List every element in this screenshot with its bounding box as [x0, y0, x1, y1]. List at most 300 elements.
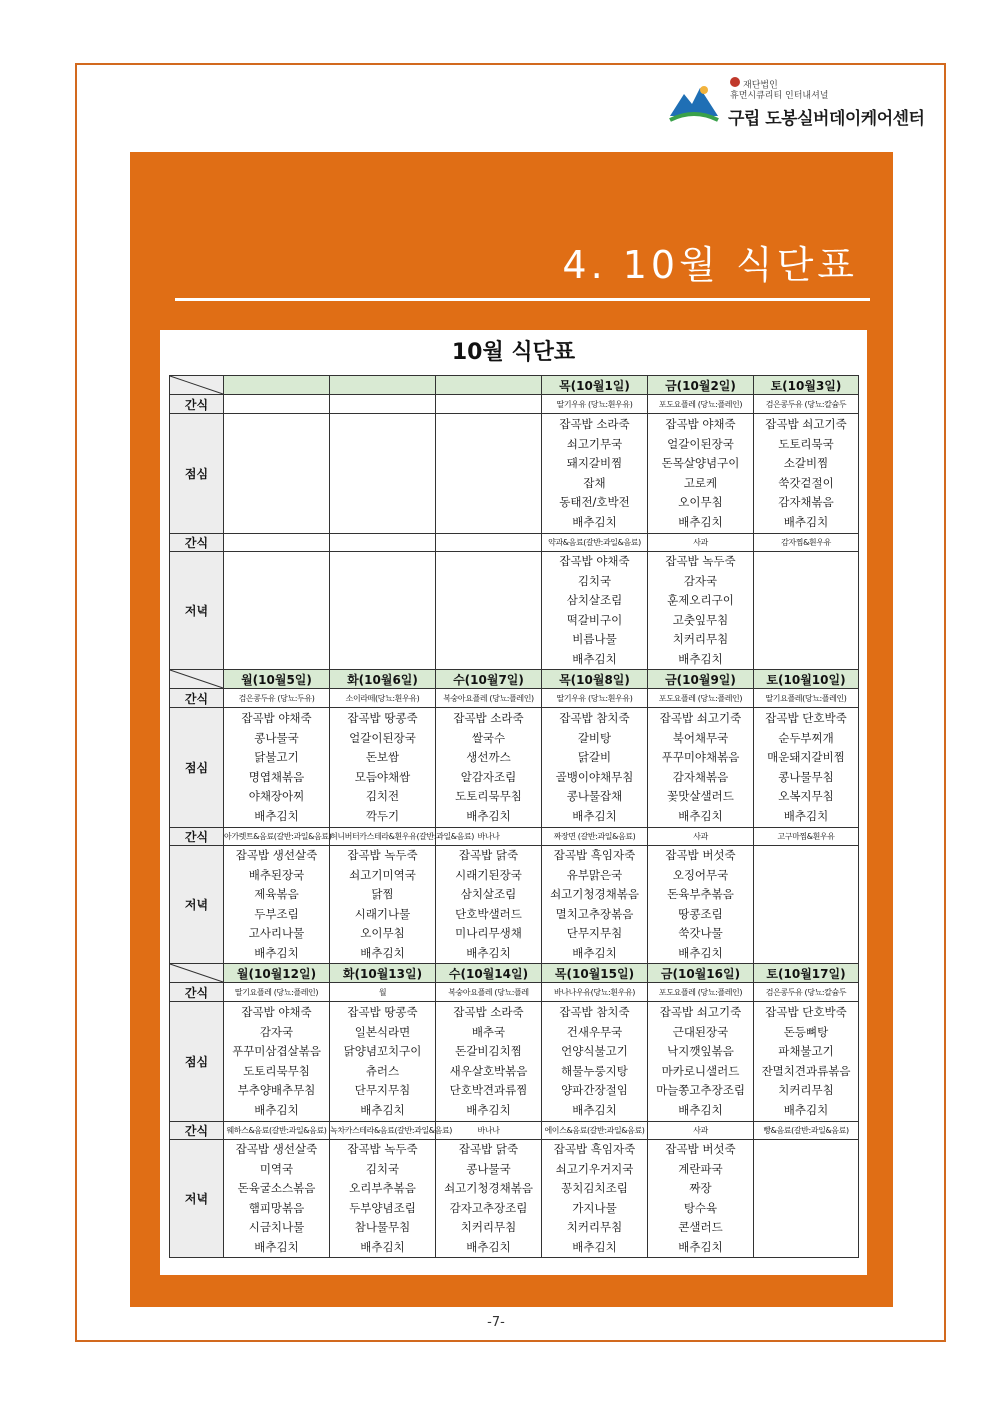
- dish-item: 닭갈비: [577, 750, 612, 764]
- snack-cell: [436, 534, 542, 552]
- dish-item: 콩나물잡채: [566, 789, 623, 803]
- snack-cell: [330, 395, 436, 414]
- snack-cell: 검은콩두유 (당뇨:칼슘두: [754, 983, 859, 1002]
- day-header: 토(10월10일): [754, 670, 859, 689]
- dish-item: 낙지깻잎볶음: [667, 1044, 734, 1058]
- dish-item: 콩나물국: [466, 1161, 511, 1176]
- lunch-row: [170, 708, 859, 828]
- dish-item: 야채장아찌: [248, 789, 305, 803]
- snack-cell: [436, 395, 542, 414]
- dish-item: 푸꾸미야채볶음: [661, 750, 740, 764]
- dish-item: 배추김치: [466, 1102, 511, 1117]
- dish-item: 감자채볶음: [778, 495, 834, 509]
- snack-cell: 바나나: [436, 1122, 542, 1140]
- snack-cell: 사과: [648, 828, 754, 846]
- dish-item: 잡곡밥 닭죽: [458, 848, 519, 862]
- dish-item: 잡곡밥 소라죽: [453, 1005, 524, 1019]
- dish-item: 배추김치: [360, 945, 405, 960]
- dish-item: 탕수육: [683, 1200, 718, 1215]
- dish-item: 잡곡밥 소라죽: [453, 711, 524, 725]
- dinner-row: [170, 1140, 859, 1258]
- meal-cell: [542, 1002, 648, 1122]
- meal-cell: [648, 414, 754, 534]
- corner-cell: [170, 376, 224, 395]
- corner-cell: [170, 670, 224, 689]
- dish-item: 유부맑은국: [566, 867, 623, 882]
- dish-item: 콩나물국: [254, 730, 299, 745]
- dish-item: 콩나물무침: [778, 769, 834, 784]
- meal-cell: [648, 846, 754, 964]
- dish-item: 잡곡밥 흑임자죽: [553, 1142, 636, 1156]
- meal-cell: [330, 414, 436, 534]
- dish-item: 치커리무침: [566, 1220, 623, 1234]
- meal-cell: [754, 708, 859, 828]
- dish-list: [648, 1003, 753, 1120]
- snack-cell: 월: [330, 983, 436, 1002]
- dish-item: 잡곡밥 생선살죽: [235, 1142, 318, 1156]
- snack-cell: 검은콩두유 (당뇨:두유): [224, 689, 330, 708]
- dish-item: 훈제오리구이: [667, 593, 734, 607]
- snack-label: 간식: [170, 395, 224, 414]
- dish-item: 배추김치: [360, 1102, 405, 1117]
- day-header: 목(10월15일): [542, 964, 648, 983]
- lunch-label: 점심: [170, 414, 224, 534]
- dish-item: 잡곡밥 쇠고기죽: [659, 1005, 742, 1019]
- dish-item: 배추김치: [678, 1102, 723, 1117]
- lunch-row: [170, 414, 859, 534]
- dish-item: 감자고추장조림: [449, 1200, 528, 1215]
- dish-list: [648, 846, 753, 963]
- dinner-label: 저녁: [170, 1140, 224, 1258]
- dish-item: 배추김치: [254, 1102, 299, 1117]
- meal-cell: [330, 708, 436, 828]
- snack-cell: 복숭아요플레 (당뇨:플레: [436, 983, 542, 1002]
- dish-item: 단호박견과류찜: [449, 1083, 528, 1097]
- dish-item: 배추김치: [254, 808, 299, 823]
- dish-item: 시금치나물: [248, 1220, 305, 1234]
- snack2-row: [170, 534, 859, 552]
- dish-item: 치커리무침: [778, 1083, 834, 1097]
- dish-item: 배추김치: [783, 1102, 829, 1117]
- dish-item: 미역국: [259, 1161, 294, 1176]
- dinner-row: [170, 846, 859, 964]
- day-header: [330, 376, 436, 395]
- dish-item: 닭불고기: [254, 750, 299, 764]
- dish-item: 일본식라면: [354, 1024, 411, 1039]
- snack-cell: 복숭아요플레 (당뇨:플레인): [436, 689, 542, 708]
- meal-cell: [224, 552, 330, 670]
- meal-cell: [224, 1002, 330, 1122]
- dish-item: 잡곡밥 야채죽: [665, 417, 736, 431]
- dish-item: 참나물무침: [354, 1220, 411, 1234]
- dish-item: 배추김치: [466, 808, 511, 823]
- meal-cell: [542, 414, 648, 534]
- dish-item: 잡곡밥 녹두죽: [347, 1142, 418, 1156]
- menu-sheet: [160, 330, 867, 1275]
- week-header-row: [170, 670, 859, 689]
- dish-item: 마카로니샐러드: [661, 1063, 740, 1078]
- meal-cell: [330, 1140, 436, 1258]
- meal-cell: [754, 552, 859, 670]
- snack-cell: 고구마찜&흰우유: [754, 828, 859, 846]
- snack-cell: 바나나우유(당뇨:흰우유): [542, 983, 648, 1002]
- snack-cell: 딸기요플레(당뇨:플레인): [754, 689, 859, 708]
- snack-cell: 소이라떼(당뇨:흰우유): [330, 689, 436, 708]
- dish-item: 새우살호박볶음: [449, 1063, 528, 1078]
- snack-cell: 웨하스&음료(갈반:과일&음료): [224, 1122, 330, 1140]
- dish-item: 배추김치: [254, 1239, 299, 1254]
- dish-list: [330, 1140, 435, 1257]
- dish-list: [436, 1140, 541, 1257]
- dish-item: 미나리무생채: [455, 926, 522, 940]
- meal-cell: [224, 1140, 330, 1258]
- snack-cell: 빵&음료(갈반:과일&음료): [754, 1122, 859, 1140]
- dish-item: 잡곡밥 단호박죽: [765, 711, 847, 725]
- meal-cell: [330, 552, 436, 670]
- dish-item: 오리부추볶음: [349, 1181, 416, 1195]
- dish-item: 배추김치: [360, 1239, 405, 1254]
- dish-item: 돈육굴소스볶음: [237, 1181, 316, 1195]
- dish-item: 배추김치: [678, 514, 723, 529]
- dish-item: 삼치살조림: [460, 887, 517, 901]
- snack-cell: 바나나: [436, 828, 542, 846]
- dish-item: 돈보쌈: [365, 750, 400, 764]
- dish-item: 시래기나물: [354, 906, 411, 921]
- day-header: 수(10월14일): [436, 964, 542, 983]
- day-header: 토(10월3일): [754, 376, 859, 395]
- dish-item: 동태전/호박전: [559, 495, 630, 509]
- dinner-label: 저녁: [170, 552, 224, 670]
- meal-cell: [754, 1002, 859, 1122]
- snack-cell: 감자찜&흰우유: [754, 534, 859, 552]
- menu-title: 10월 식단표: [451, 340, 576, 365]
- day-header: [224, 376, 330, 395]
- dish-item: 배추김치: [678, 945, 723, 960]
- dish-item: 두부조림: [254, 906, 299, 921]
- snack-label: 간식: [170, 1122, 224, 1140]
- dish-item: 푸꾸미삼겹살볶음: [232, 1044, 321, 1058]
- snack-label: 간식: [170, 534, 224, 552]
- snack-cell: 아가렛트&음료(갈반:과일&음료): [224, 828, 330, 846]
- dish-item: 오이무침: [678, 495, 723, 509]
- dish-item: 잡곡밥 흑임자죽: [553, 848, 636, 862]
- meal-cell: [754, 414, 859, 534]
- dish-list: [436, 846, 541, 963]
- dish-item: 단호박샐러드: [455, 906, 522, 921]
- snack-cell: 녹차카스테라&음료(갈반:과일&음료): [330, 1122, 436, 1140]
- lunch-row: [170, 1002, 859, 1122]
- section-banner: [130, 152, 893, 1307]
- seal-icon: [730, 77, 740, 87]
- dish-item: 멸치고추장볶음: [555, 906, 634, 921]
- dish-list: [330, 846, 435, 963]
- dish-item: 건새우무국: [566, 1024, 623, 1039]
- snack-cell: 사과: [648, 534, 754, 552]
- dish-item: 고사리나물: [248, 926, 305, 940]
- meal-cell: [436, 846, 542, 964]
- dish-item: 제육볶음: [254, 887, 299, 901]
- day-header: 월(10월5일): [224, 670, 330, 689]
- dinner-row: [170, 552, 859, 670]
- dish-item: 땅콩조림: [678, 906, 723, 921]
- dish-item: 모듬야채쌈: [354, 769, 411, 784]
- dish-item: 잡곡밥 쇠고기죽: [659, 711, 742, 725]
- organization-name: 재단법인 휴먼시큐리티 인터내셔널: [730, 80, 829, 101]
- dish-item: 잡채: [583, 475, 606, 490]
- dish-list: [436, 709, 541, 826]
- dish-item: 잡곡밥 야채죽: [241, 711, 312, 725]
- dinner-label: 저녁: [170, 846, 224, 964]
- dish-item: 떡갈비구이: [566, 612, 623, 627]
- dish-item: 삼치살조림: [566, 593, 623, 607]
- dish-item: 짜장: [689, 1181, 712, 1195]
- dish-list: [436, 1003, 541, 1120]
- meal-cell: [224, 708, 330, 828]
- day-header: 목(10월1일): [542, 376, 648, 395]
- day-header: 목(10월8일): [542, 670, 648, 689]
- snack2-row: [170, 1122, 859, 1140]
- dish-item: 츄러스: [365, 1063, 400, 1078]
- dish-item: 해물누룽지탕: [561, 1063, 628, 1078]
- dish-item: 갈비탕: [577, 730, 612, 745]
- dish-item: 배추된장국: [248, 867, 305, 882]
- dish-item: 고춧잎무침: [672, 612, 729, 627]
- dish-item: 고로케: [683, 475, 718, 490]
- dish-list: [542, 1003, 647, 1120]
- lunch-label: 점심: [170, 708, 224, 828]
- dish-item: 시래기된장국: [455, 867, 522, 882]
- dish-item: 근대된장국: [672, 1024, 729, 1039]
- day-header: 금(10월16일): [648, 964, 754, 983]
- dish-list: [224, 1140, 329, 1257]
- dish-item: 비름나물: [572, 632, 617, 646]
- meal-cell: [436, 708, 542, 828]
- snack-cell: 짜장면 (갈반:과일&음료): [542, 828, 648, 846]
- dish-item: 돼지갈비찜: [566, 456, 623, 470]
- dish-item: 오복지무침: [778, 789, 834, 803]
- day-header: 금(10월9일): [648, 670, 754, 689]
- day-header: 금(10월2일): [648, 376, 754, 395]
- snack-cell: 딸기우유 (당뇨:흰우유): [542, 689, 648, 708]
- dish-item: 쇠고기청경채볶음: [444, 1181, 533, 1195]
- dish-list: [648, 415, 753, 532]
- dish-item: 배추김치: [466, 945, 511, 960]
- dish-item: 얼갈이된장국: [349, 730, 416, 745]
- dish-item: 쑥갓나물: [678, 926, 723, 940]
- dish-item: 배추김치: [572, 945, 617, 960]
- dish-item: 배추김치: [572, 514, 617, 529]
- snack-cell: [330, 534, 436, 552]
- dish-item: 골뱅이야채무침: [555, 769, 634, 784]
- dish-list: [224, 846, 329, 963]
- snack1-row: [170, 983, 859, 1002]
- meal-cell: [542, 846, 648, 964]
- dish-item: 도토리묵국: [778, 436, 834, 451]
- dish-item: 도토리묵무침: [455, 789, 522, 803]
- snack1-row: [170, 689, 859, 708]
- dish-item: 배추김치: [678, 808, 723, 823]
- dish-item: 계란파국: [678, 1161, 723, 1176]
- dish-item: 쌀국수: [471, 730, 506, 745]
- dish-item: 잡곡밥 소라죽: [559, 417, 630, 431]
- dish-item: 쇠고기미역국: [349, 867, 416, 882]
- day-header: 화(10월6일): [330, 670, 436, 689]
- dish-item: 도토리묵무침: [243, 1063, 310, 1078]
- dish-item: 햄피망볶음: [248, 1200, 305, 1215]
- dish-list: [542, 1140, 647, 1257]
- dish-item: 북어채무국: [672, 730, 729, 745]
- meal-cell: [330, 1002, 436, 1122]
- dish-item: 배추김치: [678, 1239, 723, 1254]
- dish-item: 단무지무침: [354, 1083, 411, 1097]
- dish-item: 배추김치: [783, 514, 829, 529]
- dish-item: 잡곡밥 버섯죽: [665, 848, 736, 862]
- dish-item: 잡곡밥 야채죽: [559, 554, 630, 568]
- meal-cell: [648, 1140, 754, 1258]
- dish-item: 잔멸치견과류볶음: [761, 1063, 851, 1078]
- snack-label: 간식: [170, 689, 224, 708]
- section-title: 4. 10월 식단표: [562, 243, 858, 287]
- snack-label: 간식: [170, 828, 224, 846]
- snack-cell: 포도요플레 (당뇨:플레인): [648, 983, 754, 1002]
- day-header: 화(10월13일): [330, 964, 436, 983]
- dish-item: 꽃맛살샐러드: [667, 789, 734, 803]
- dish-item: 잡곡밥 닭죽: [458, 1142, 519, 1156]
- dish-list: [542, 415, 647, 532]
- snack-label: 간식: [170, 983, 224, 1002]
- dish-item: 두부양념조림: [349, 1200, 416, 1215]
- dish-item: 소갈비찜: [783, 456, 829, 470]
- dish-item: 단무지무침: [566, 926, 623, 940]
- dish-item: 잡곡밥 참치죽: [559, 711, 630, 725]
- dish-list: [330, 709, 435, 826]
- week-header-row: [170, 964, 859, 983]
- meal-cell: [542, 1140, 648, 1258]
- dish-item: 감자국: [259, 1024, 294, 1039]
- meal-cell: [224, 846, 330, 964]
- dish-item: 치커리무침: [672, 632, 729, 646]
- snack-cell: 포도요플레 (당뇨:플레인): [648, 689, 754, 708]
- dish-list: [224, 709, 329, 826]
- dish-item: 돈목살양념구이: [661, 456, 740, 470]
- dish-item: 잡곡밥 땅콩죽: [347, 711, 418, 725]
- dish-list: [648, 552, 753, 669]
- dish-item: 닭찜: [371, 887, 394, 901]
- snack-cell: 검은콩두유 (당뇨:칼슘두: [754, 395, 859, 414]
- snack-cell: 포도요플레 (당뇨:플레인): [648, 395, 754, 414]
- dish-item: 치커리무침: [460, 1220, 517, 1234]
- snack2-row: [170, 828, 859, 846]
- dish-item: 배추김치: [678, 651, 723, 666]
- meal-cell: [648, 552, 754, 670]
- dish-item: 감자채볶음: [672, 769, 729, 784]
- meal-cell: [436, 1002, 542, 1122]
- dish-item: 잡곡밥 녹두죽: [347, 848, 418, 862]
- dish-item: 잡곡밥 녹두죽: [665, 554, 736, 568]
- snack-cell: [224, 395, 330, 414]
- snack-cell: 에이스&음료(갈반:과일&음료): [542, 1122, 648, 1140]
- dish-item: 잡곡밥 버섯죽: [665, 1142, 736, 1156]
- dish-item: 김치국: [365, 1161, 400, 1176]
- dish-item: 꽁치김치조림: [561, 1181, 628, 1195]
- dish-item: 잡곡밥 생선살죽: [235, 848, 318, 862]
- meal-cell: [648, 1002, 754, 1122]
- dish-item: 배추김치: [572, 651, 617, 666]
- page-number: -7-: [487, 1315, 505, 1330]
- snack-cell: [224, 534, 330, 552]
- dish-item: 닭양념꼬치구이: [343, 1044, 422, 1058]
- dish-item: 배추김치: [783, 808, 829, 823]
- lunch-label: 점심: [170, 1002, 224, 1122]
- dish-item: 명엽채볶음: [248, 769, 305, 784]
- snack-cell: 사과: [648, 1122, 754, 1140]
- dish-item: 오징어무국: [672, 867, 729, 882]
- mountain-logo-icon: [668, 82, 720, 122]
- dish-item: 배추김치: [572, 1102, 617, 1117]
- dish-item: 알감자조림: [460, 769, 517, 784]
- dish-item: 배추김치: [572, 808, 617, 823]
- dish-item: 잡곡밥 야채죽: [241, 1005, 312, 1019]
- day-header: 월(10월12일): [224, 964, 330, 983]
- dish-item: 잡곡밥 단호박죽: [765, 1005, 847, 1019]
- dish-item: 배추김치: [466, 1239, 511, 1254]
- dish-item: 김치국: [577, 573, 612, 588]
- dish-item: 생선까스: [466, 750, 511, 764]
- dish-item: 돈갈비김치찜: [455, 1044, 522, 1058]
- dish-list: [648, 709, 753, 826]
- day-header: [436, 376, 542, 395]
- menu-table: [169, 375, 859, 1258]
- dish-item: 순두부찌개: [778, 730, 834, 745]
- dish-item: 쇠고기무국: [566, 436, 623, 451]
- dish-item: 얼갈이된장국: [667, 436, 734, 451]
- dish-item: 김치전: [365, 789, 400, 803]
- meal-cell: [542, 708, 648, 828]
- dish-item: 잡곡밥 땅콩죽: [347, 1005, 418, 1019]
- dish-item: 콘샐러드: [678, 1220, 723, 1234]
- meal-cell: [754, 846, 859, 964]
- meal-cell: [436, 414, 542, 534]
- title-divider: [175, 298, 870, 301]
- dish-list: [754, 415, 858, 532]
- snack1-row: [170, 395, 859, 414]
- dish-list: [542, 552, 647, 669]
- meal-cell: [542, 552, 648, 670]
- dish-item: 양파간장절임: [561, 1083, 628, 1097]
- dish-item: 잡곡밥 쇠고기죽: [765, 417, 847, 431]
- snack-cell: 딸기우유 (당뇨:흰우유): [542, 395, 648, 414]
- corner-cell: [170, 964, 224, 983]
- meal-cell: [436, 552, 542, 670]
- meal-cell: [224, 414, 330, 534]
- dish-item: 오이무침: [360, 926, 405, 940]
- dish-item: 돈육부추볶음: [667, 887, 734, 901]
- dish-item: 가지나물: [572, 1200, 617, 1215]
- dish-item: 잡곡밥 참치죽: [559, 1005, 630, 1019]
- dish-list: [754, 1003, 858, 1120]
- dish-item: 매운돼지갈비찜: [767, 750, 845, 764]
- meal-cell: [436, 1140, 542, 1258]
- dish-item: 배추김치: [254, 945, 299, 960]
- dish-list: [754, 709, 858, 826]
- meal-cell: [754, 1140, 859, 1258]
- week-header-row: [170, 376, 859, 395]
- dish-item: 쇠고기청경채볶음: [550, 887, 639, 901]
- center-name: 구립 도봉실버데이케어센터: [728, 109, 925, 129]
- dish-list: [224, 1003, 329, 1120]
- center-logo: [668, 78, 933, 129]
- dish-item: 돈등뼈탕: [783, 1024, 829, 1039]
